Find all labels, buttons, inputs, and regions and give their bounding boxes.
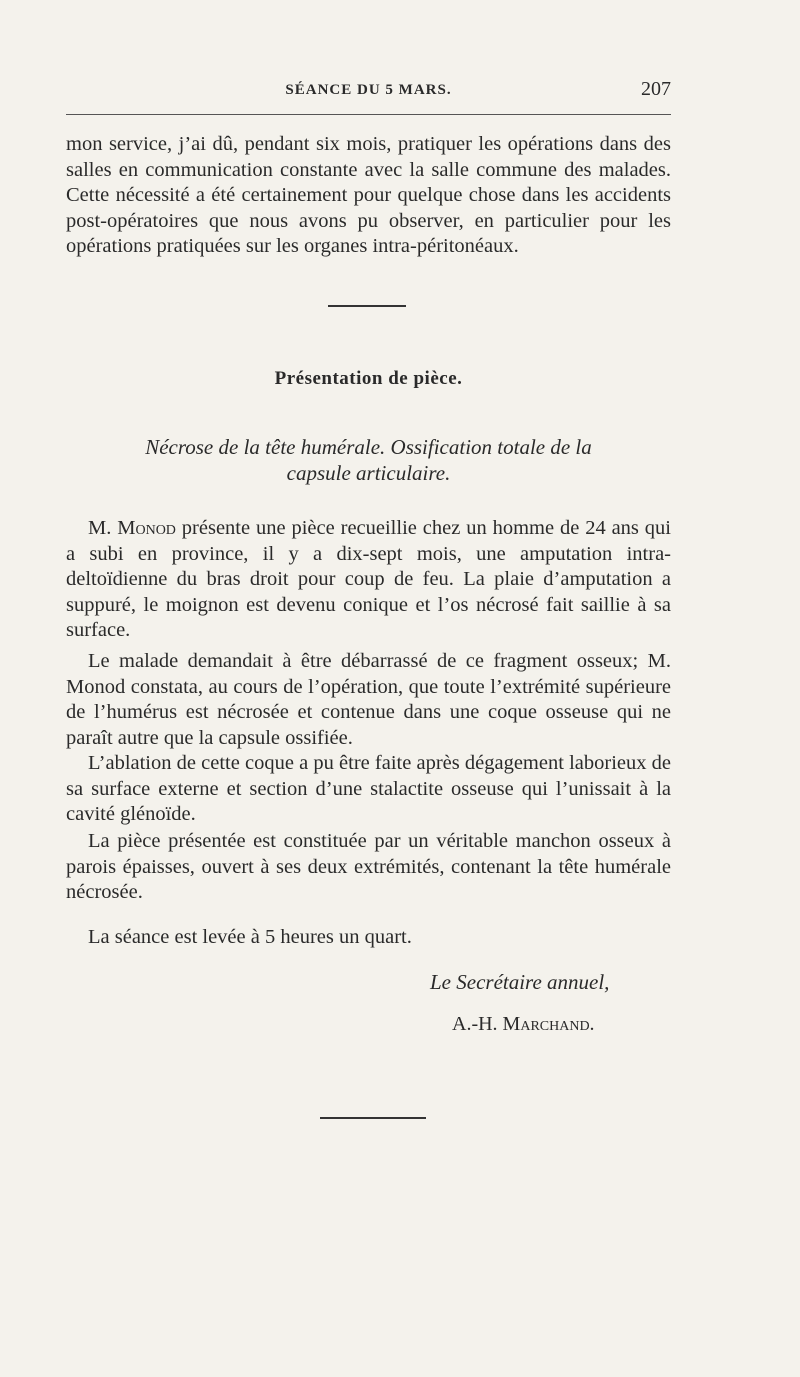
paragraph-4: La pièce présentée est constituée par un véritable manchon osseux à parois épaisses, ouvert à ses deux extrémités, contenant la tête humérale nécrosée. xyxy=(66,830,671,903)
closing-line: La séance est levée à 5 heures un quart. xyxy=(88,926,412,948)
header-title: SÉANCE DU 5 MARS. xyxy=(285,82,452,98)
signature-name xyxy=(452,1013,595,1036)
signature-initials: A.-H. xyxy=(452,1013,503,1035)
paragraph-2: Le malade demandait à être débarrassé de ce fragment osseux; M. Monod constata, au cours de l’opération, que toute l’extrémité supérieure de l’humérus est nécrosée et contenue dans une coque osseuse qui ne paraît autre que la capsule ossifiée. xyxy=(66,650,671,749)
end-rule xyxy=(320,1117,426,1119)
author-name: Monod xyxy=(117,517,176,539)
header-rule xyxy=(66,114,671,115)
paragraph-1 xyxy=(66,516,671,644)
p1-prefix: M. xyxy=(88,517,118,539)
p1-text: présente une pièce recueillie chez un homme de 24 ans qui a subi en province, il y a dix-sept mois, une amputation intra-deltoïdienne du bras droit pour coup de feu. La plaie d’amputation a suppuré, le moignon est devenu conique et l’os nécrosé fait saillie à sa surface. xyxy=(66,517,671,641)
section-subtitle xyxy=(66,434,671,486)
subtitle-line-2: capsule articulaire. xyxy=(286,461,451,485)
signature-role: Le Secrétaire annuel, xyxy=(430,970,610,994)
paragraph-3: L’ablation de cette coque a pu être faite après dégagement laborieux de sa surface externe et section d’une stalactite osseuse qui l’unissait à la cavité glénoïde. xyxy=(66,752,671,825)
signature-surname: Marchand. xyxy=(502,1013,595,1035)
intro-paragraph: mon service, j’ai dû, pendant six mois, pratiquer les opérations dans des salles en communication constante avec la salle commune des malades. Cette nécessité a été certainement pour quelque chose dans les accidents post-opératoires que nous avons pu observer, en particulier pour les opérations pratiquées sur les organes intra-péritonéaux. xyxy=(66,133,671,257)
section-title: Présentation de pièce. xyxy=(274,368,463,389)
section-divider xyxy=(328,305,406,307)
subtitle-line-1: Nécrose de la tête humérale. Ossification totale de la xyxy=(145,435,592,459)
running-header xyxy=(66,78,671,102)
page-number: 207 xyxy=(641,78,671,100)
